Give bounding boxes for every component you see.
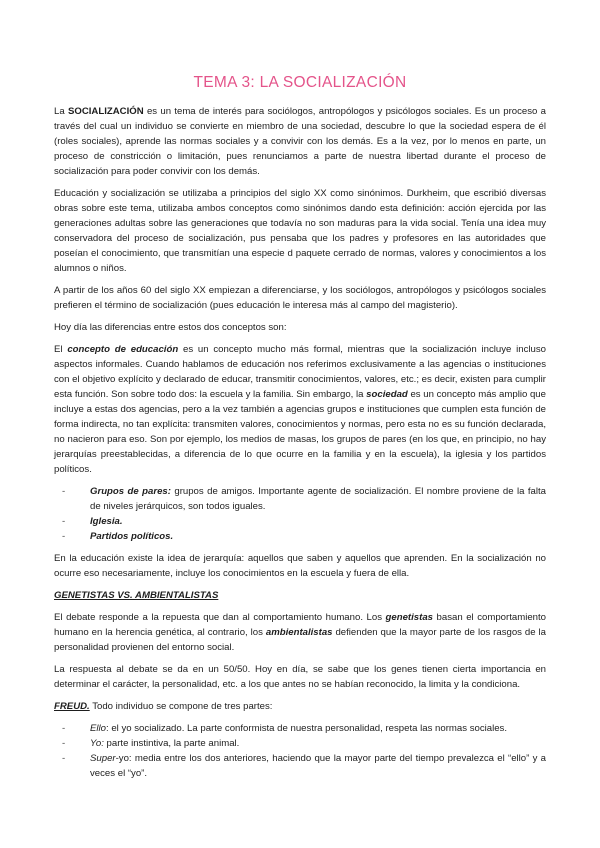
paragraph-diferencias-intro: Hoy día las diferencias entre estos dos conceptos son:: [54, 322, 287, 333]
text-run: El: [54, 344, 68, 355]
list-item: [90, 514, 546, 529]
list-item-keyword: Grupos de pares:: [90, 486, 171, 497]
keyword-concepto-educacion: concepto de educación: [67, 344, 179, 355]
list-item-keyword: Super: [90, 753, 116, 764]
list-item: [90, 721, 546, 736]
paragraph-jerarquia: En la educación existe la idea de jerarquía: aquellos que saben y aquellos que aprenden. En la socialización no ocurre eso necesariamente, incluye los conocimientos en la escuela y fuera de ella.: [54, 553, 546, 579]
section-heading: GENETISTAS VS. AMBIENTALISTAS: [54, 590, 219, 601]
text-run: El debate responde a la repuesta que dan al comportamiento humano. Los: [54, 612, 386, 623]
keyword-genetistas: genetistas: [385, 612, 433, 623]
list-item-text: grupos de amigos. Importante agente de socialización. El nombre proviene de la falta de niveles jerárquicos, son todos iguales.: [90, 486, 546, 512]
paragraph-debate: [54, 610, 546, 655]
freud-parts-list: [54, 721, 546, 781]
keyword-sociedad: sociedad: [366, 389, 408, 400]
paragraph-definicion: [54, 104, 546, 179]
list-item-text: parte instintiva, la parte animal.: [103, 738, 240, 749]
text-run: defienden que la mayor parte de los rasgos de la personalidad provienen del entorno social.: [54, 627, 547, 653]
page-title: TEMA 3: LA SOCIALIZACIÓN: [193, 74, 407, 91]
list-item: [90, 484, 546, 514]
list-item: [90, 736, 546, 751]
paragraph-freud: [54, 699, 546, 714]
list-item: [90, 529, 546, 544]
text-run: La: [54, 106, 68, 117]
list-item-text: -yo: media entre los dos anteriores, haciendo que la mayor parte del tiempo prevalezca el “ello” y a veces el “yo”.: [90, 753, 546, 779]
keyword-ambientalistas: ambientalistas: [265, 627, 333, 638]
list-item-keyword: Iglesia.: [90, 516, 123, 527]
list-item-keyword: Ello: [90, 723, 106, 734]
list-item-keyword: Partidos políticos.: [90, 531, 174, 542]
paragraph-educacion-sociedad: [54, 342, 546, 477]
paragraph-anos-60: A partir de los años 60 del siglo XX empiezan a diferenciarse, y los sociólogos, antropólogos y psicólogos sociales prefieren el término de socialización (pues educación le interesa más al campo del magisterio).: [54, 285, 546, 311]
keyword-freud: FREUD.: [54, 701, 90, 712]
list-item: [90, 751, 546, 781]
text-run: es un concepto más amplio que incluye a estas dos agencias, pero a la vez también a agencias grupos e instituciones que cumplen esta función de forma indirecta, no tan explícita: transmiten valores, conocimientos y normas, pero esta no es su función declarada, no nacieron para eso. Son por ejemplo, los medios de masas, los grupos de pares (en los que, en principio, no hay jerarquías preestablecidas, a diferencia de lo que ocurre en la familia y en la escuela), la iglesia y los partidos políticos.: [54, 389, 546, 475]
text-run: es un tema de interés para sociólogos, antropólogos y psicólogos sociales. Es un proceso a través del cual un individuo se convierte en miembro de una sociedad, descubre lo que la sociedad espera de él (roles sociales), aprende las normas sociales y a convivir con los demás. Es a la vez, por lo menos en parte, un proceso de constricción o limitación, pues renunciamos a parte de nuestra libertad durante el proceso de socialización para poder convivir con los demás.: [54, 106, 546, 177]
keyword-socializacion: SOCIALIZACIÓN: [67, 106, 144, 117]
list-item-text: : el yo socializado. La parte conformista de nuestra personalidad, respeta las normas sociales.: [106, 723, 508, 734]
paragraph-respuesta: La respuesta al debate se da en un 50/50. Hoy en día, se sabe que los genes tienen cierta importancia en determinar el carácter, la personalidad, etc. a los que antes no se habían reconocido, la limita y la condiciona.: [54, 664, 546, 690]
text-run: es un concepto mucho más formal, mientras que la socialización incluye incluso aspectos informales. Cuando hablamos de educación nos referimos exclusivamente a las agencias o instituciones con el objetivo explícito y declarado de educar, transmitir conocimientos, valores, etc.; es decir, existen para cumplir esta función. Son sobre todo dos: la escuela y la familia. Sin embargo, la: [54, 344, 546, 400]
agents-list: [54, 484, 546, 544]
paragraph-durkheim: Educación y socialización se utilizaba a principios del siglo XX como sinónimos. Durkheim, que escribió diversas obras sobre este tema, utilizaba ambos conceptos como sinónimos dando esta definición: acción ejercida por las generaciones adultas sobre las generaciones que todavía no son maduras para la vida social. Tenía una idea muy conservadora del proceso de socialización, pus pensaba que los padres y profesores en las autoridades que poseían el conocimiento, que transmitían una especie d paquete cerrado de normas, valores y conocimientos a los alumnos o niños.: [54, 188, 546, 274]
text-run: basan el comportamiento humano en la herencia genética, al contrario, los: [54, 612, 547, 638]
list-item-keyword: Yo:: [90, 738, 104, 749]
text-run: Todo individuo se compone de tres partes:: [89, 701, 273, 712]
